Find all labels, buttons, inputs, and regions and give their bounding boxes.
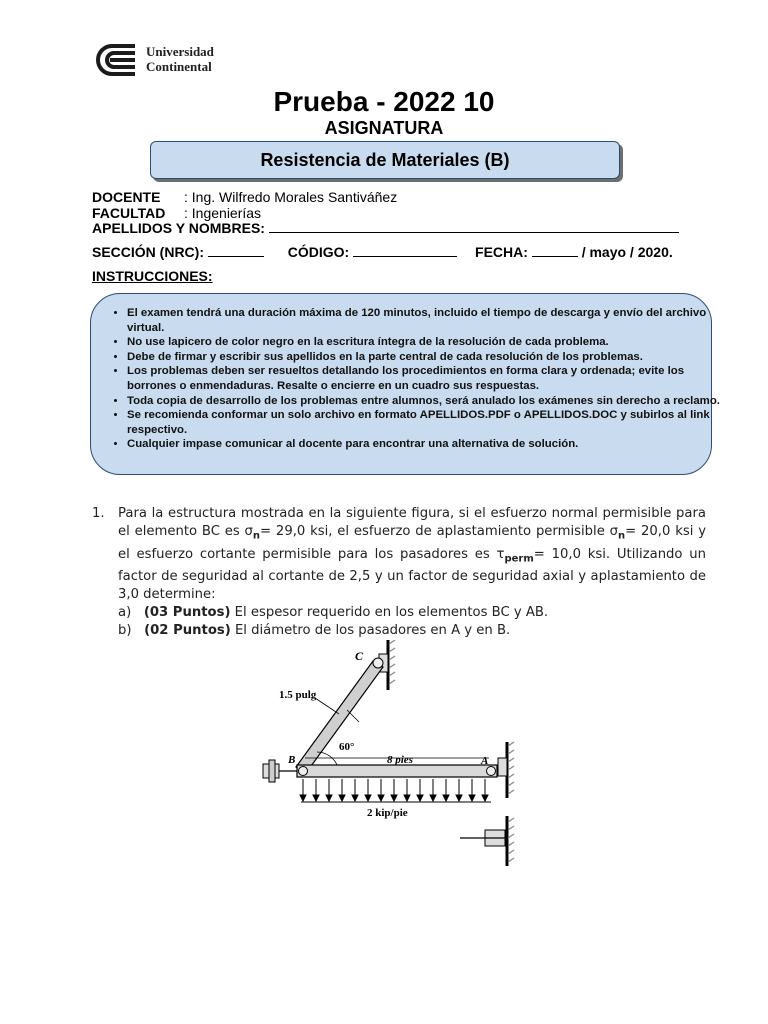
page-subtitle: ASIGNATURA [324,118,444,138]
apellidos-input-line[interactable] [269,220,679,233]
problem-part-a: a) (03 Puntos) El espesor requerido en los elementos BC y AB. [118,605,549,621]
university-name: Universidad Continental [146,44,214,74]
angle-label: 60° [339,741,355,753]
course-name: Resistencia de Materiales (B) [260,149,510,170]
seccion-row [92,244,673,260]
label-a: A [481,755,489,767]
facultad-label: FACULTAD [92,205,166,221]
instruction-item: • No use lapicero de color negro en la escritura íntegra de la resolución de cada problema. [127,335,721,350]
instruction-item: • Cualquier impase comunicar al docente para encontrar una alternativa de solución. [127,437,721,452]
apellidos-label: APELLIDOS Y NOMBRES: [92,220,265,236]
docente-label: DOCENTE [92,189,161,205]
member-bc [296,658,383,773]
codigo-label: CÓDIGO: [287,244,350,260]
course-name-box [150,141,620,179]
instruction-item: • Toda copia de desarrollo de los problemas entre alumnos, será anulado los exámenes sin derecho a reclamo. [127,394,721,409]
instructions-heading: INSTRUCCIONES: [92,268,213,284]
label-c: C [355,649,364,663]
codigo-input-line[interactable] [353,244,457,257]
facultad-value: : Ingenierías [184,205,262,221]
instruction-item: • Debe de firmar y escribir sus apellidos en la parte central de cada resolución de los problemas. [127,350,721,365]
page-title: Prueba - 2022 10 [273,86,495,117]
apellidos-row [92,220,679,236]
structure-figure [255,640,525,880]
instructions-box [90,293,720,475]
problem-1 [92,505,706,640]
problem-statement: Para la estructura mostrada en la siguiente figura, si el esfuerzo normal permisible para el elemento BC es $\sigma_n= 29,0$ ksi, el esfuerzo de aplastamiento permisible $\sigma_n= 20,0$ ksi y el esfuerzo cortante permisible para los pasadores es $\tau_{perm}= 10,0$ ksi. Utilizando un factor de seguridad al cortante de 2,5 y un factor de seguridad axial y aplastamiento de 3,0 determine: [118,506,707,603]
instructions-list [107,306,721,452]
wall-support-a [498,742,514,798]
problem-part-b: b) (02 Puntos) El diámetro de los pasadores en A y en B. [118,623,511,639]
seccion-input-line[interactable] [208,244,264,257]
problem-number: 1. [92,506,105,521]
seccion-label: SECCIÓN (NRC): [92,244,204,260]
label-b: B [288,754,296,766]
instruction-item: • Se recomienda conformar un solo archivo en formato APELLIDOS.PDF o APELLIDOS.DOC y subirlos al link respectivo. [127,408,721,437]
fecha-label: FECHA: [475,244,528,260]
facultad-row [92,205,261,221]
instruction-item: • Los problemas deben ser resueltos detallando los procedimientos en forma clara y ordenada; evite los borrones o enmendaduras. Resalte o encierre en un cuadro sus respuestas. [127,364,721,393]
pin-detail-a [460,816,514,866]
distributed-load-arrows [300,779,491,802]
length-label: 8 pies [387,754,413,766]
width-label: 1.5 pulg [279,689,317,701]
fecha-input-line[interactable] [532,244,578,257]
instruction-item: • El examen tendrá una duración máxima de 120 minutos, incluido el tiempo de descarga y envío del archivo virtual. [127,306,721,335]
docente-row [92,189,397,205]
docente-value: : Ing. Wilfredo Morales Santiváñez [184,189,398,205]
fecha-suffix: / mayo / 2020. [581,244,673,260]
load-label: 2 kip/pie [367,807,408,819]
